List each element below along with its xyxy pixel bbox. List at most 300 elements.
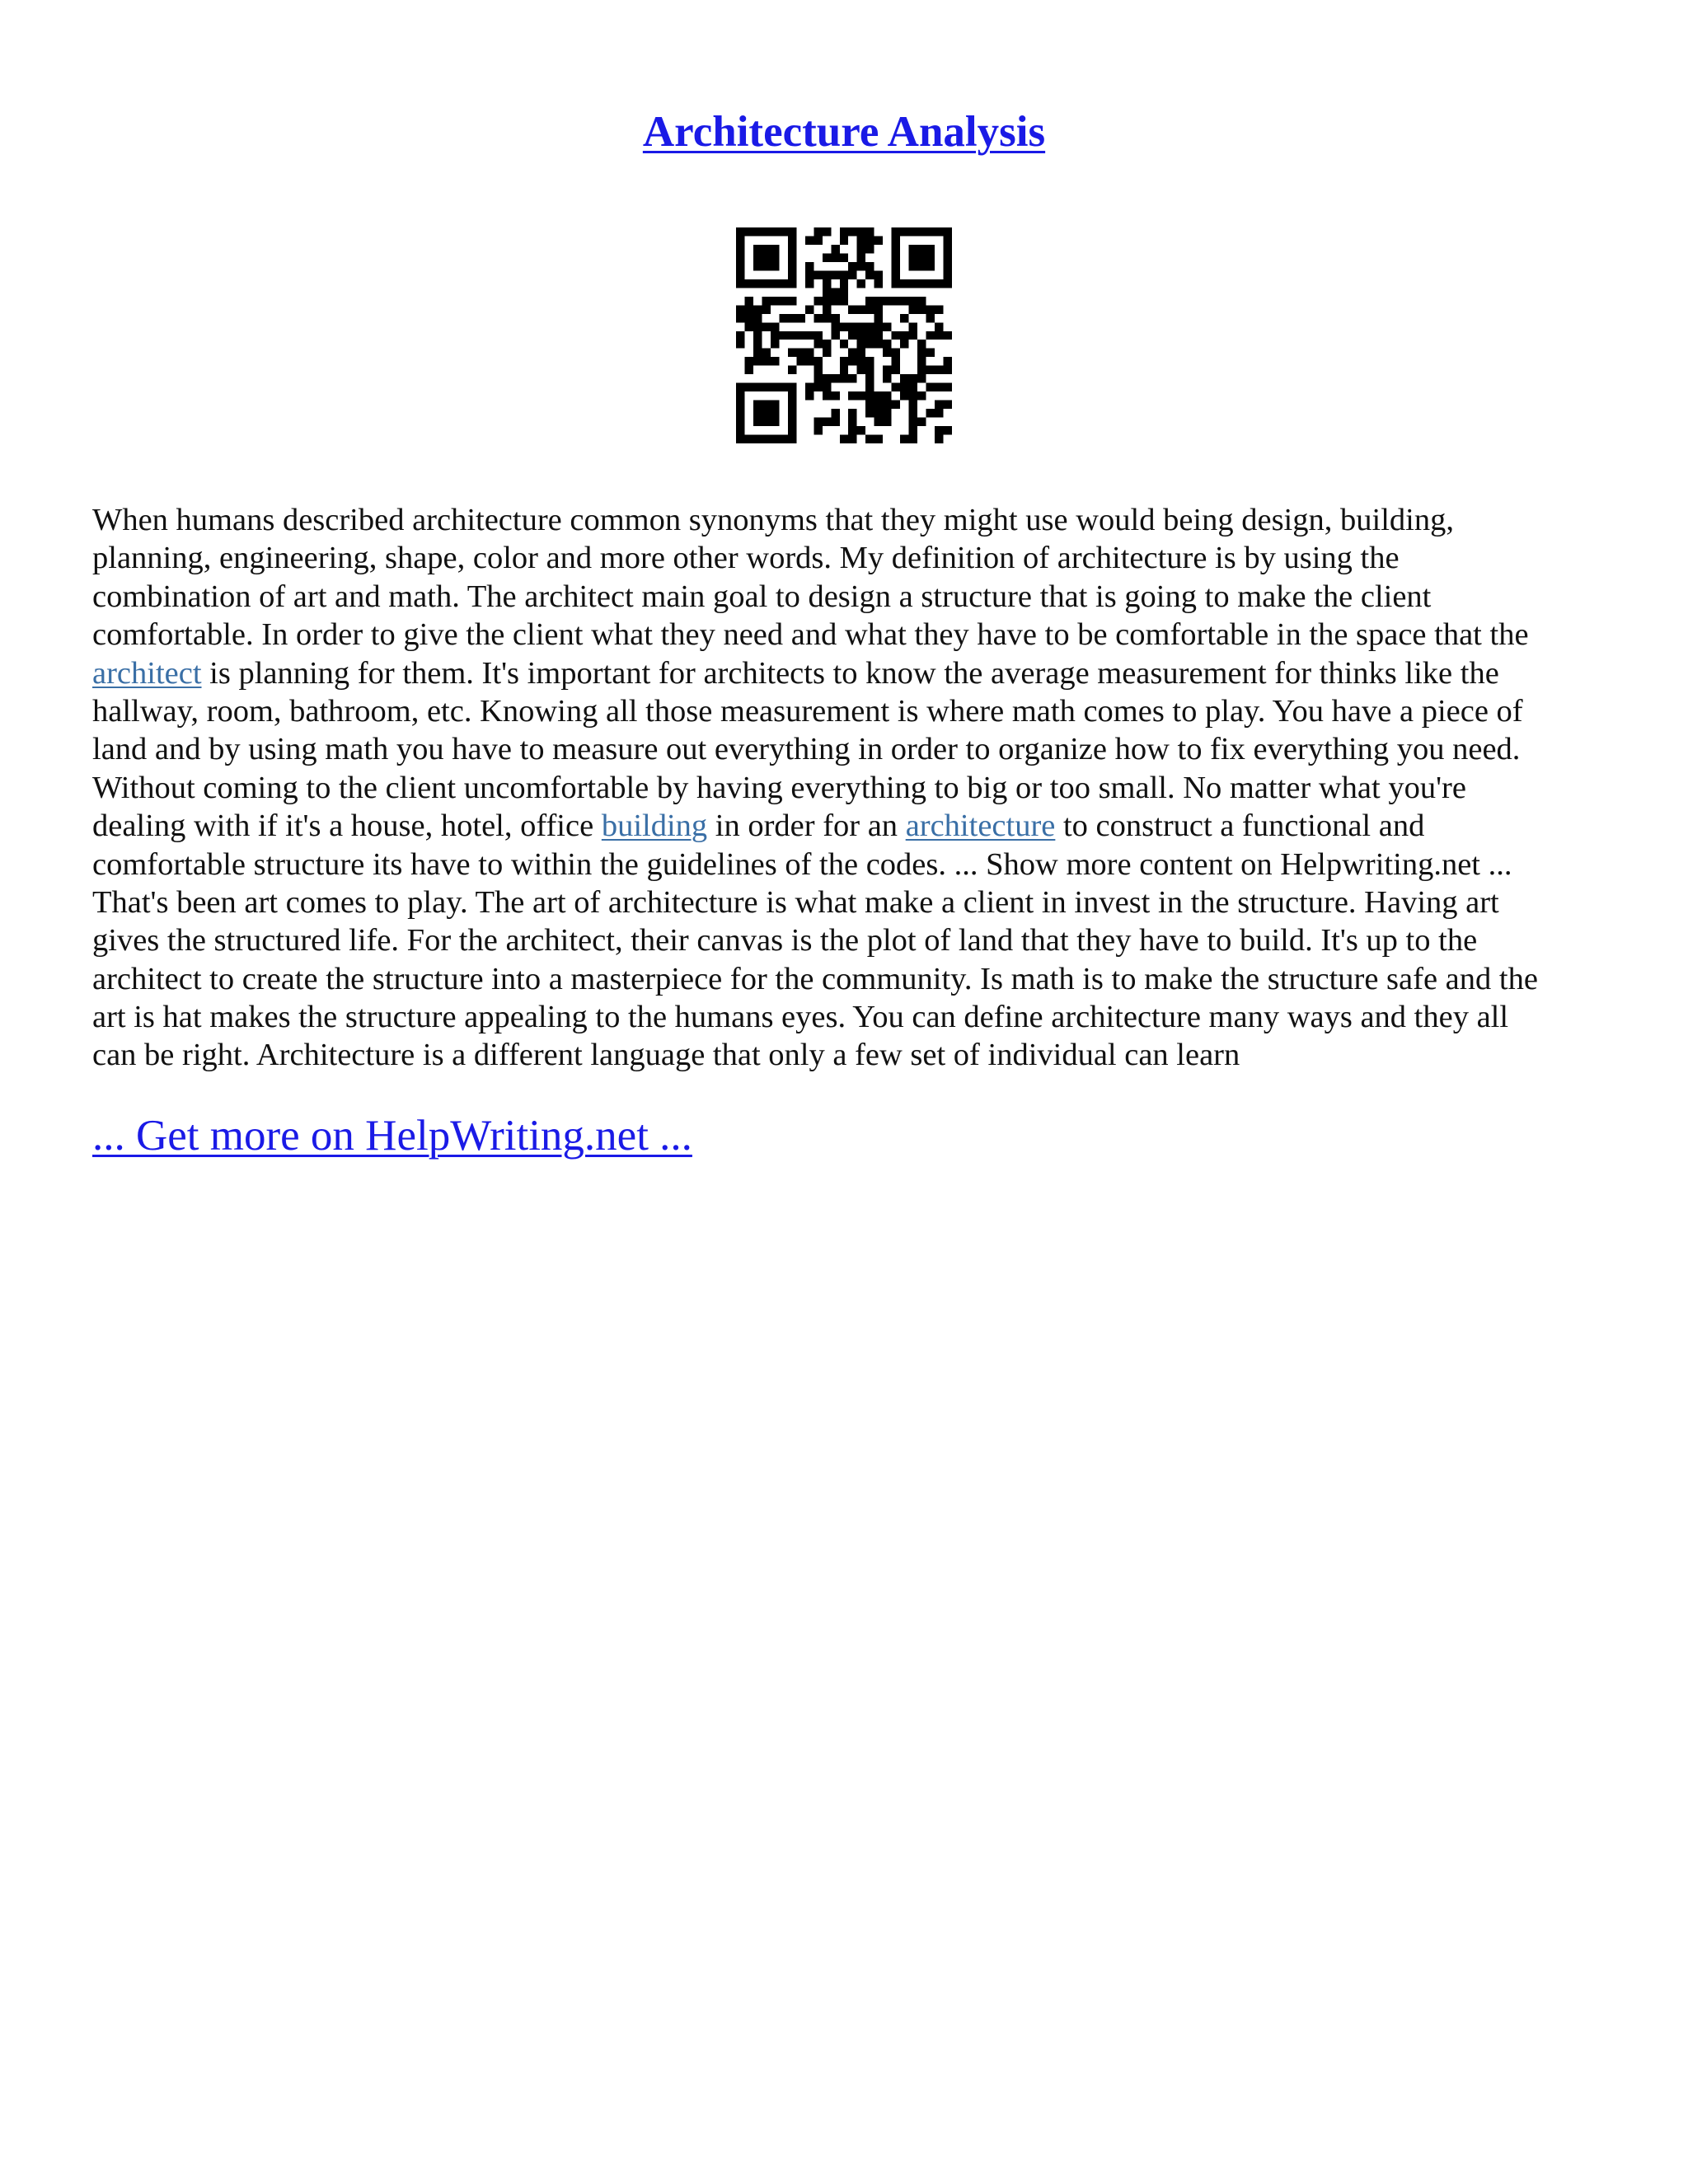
qr-module — [823, 383, 831, 391]
qr-module — [736, 426, 744, 434]
qr-module — [935, 305, 943, 313]
qr-module — [909, 322, 917, 330]
qr-module — [823, 340, 831, 348]
qr-module — [900, 435, 908, 443]
title-container — [0, 107, 1688, 157]
qr-module — [909, 374, 917, 382]
qr-module — [744, 227, 753, 236]
qr-module — [796, 349, 804, 357]
qr-module — [744, 383, 753, 391]
qr-module — [744, 322, 753, 330]
qr-module — [865, 374, 874, 382]
qr-module — [883, 366, 891, 374]
qr-module — [753, 314, 762, 322]
qr-module — [909, 297, 917, 305]
qr-module — [848, 391, 856, 400]
line-text: Without coming to the client uncomfortable by having everything to big or too small. No matter what you're — [92, 770, 1466, 805]
qr-module — [892, 245, 900, 253]
qr-module — [831, 245, 839, 253]
qr-module — [874, 279, 883, 288]
qr-module — [883, 391, 891, 400]
qr-module — [900, 374, 908, 382]
qr-module — [788, 435, 796, 443]
qr-module — [909, 426, 917, 434]
line-text: combination of art and math. The architect main goal to design a structure that is going to make the client — [92, 579, 1432, 614]
qr-module — [771, 297, 779, 305]
qr-module — [848, 305, 856, 313]
qr-module — [840, 253, 848, 261]
body-line — [92, 692, 1601, 730]
line-text: dealing with if it's a house, hotel, office — [92, 808, 602, 844]
qr-module — [892, 262, 900, 270]
qr-module — [823, 270, 831, 279]
qr-module — [753, 435, 762, 443]
qr-module — [736, 262, 744, 270]
qr-module — [848, 331, 856, 340]
qr-module — [892, 227, 900, 236]
qr-module — [762, 262, 770, 270]
qr-module — [917, 391, 926, 400]
qr-module — [814, 227, 822, 236]
qr-module — [926, 366, 935, 374]
qr-module — [805, 236, 814, 244]
qr-module — [753, 383, 762, 391]
line-text: land and by using math you have to measure out everything in order to organize how to fix everything you need. — [92, 732, 1521, 767]
qr-module — [909, 279, 917, 288]
qr-module — [736, 340, 744, 348]
qr-module — [909, 409, 917, 417]
qr-module — [909, 245, 917, 253]
qr-module — [926, 245, 935, 253]
line-text: comfortable structure its have to within the guidelines of the codes. ... Show more content on Helpwriting.net ... — [92, 846, 1512, 882]
qr-module — [857, 279, 865, 288]
qr-module — [762, 305, 770, 313]
qr-module — [874, 401, 883, 409]
qr-module — [736, 305, 744, 313]
qr-module — [900, 314, 908, 322]
line-text: That's been art comes to play. The art of architecture is what make a client in invest in the structure. Having art — [92, 884, 1499, 920]
architecture-link[interactable]: architecture — [905, 808, 1056, 844]
qr-module — [744, 357, 753, 365]
qr-module — [944, 401, 952, 409]
qr-module — [788, 236, 796, 244]
qr-module — [865, 401, 874, 409]
qr-module — [935, 426, 943, 434]
qr-module — [909, 262, 917, 270]
line-text: hallway, room, bathroom, etc. Knowing all those measurement is where math comes to play. You have a piece of — [92, 693, 1523, 729]
qr-module — [848, 270, 856, 279]
qr-module — [823, 253, 831, 261]
qr-module — [857, 349, 865, 357]
qr-module — [840, 288, 848, 296]
qr-module — [935, 383, 943, 391]
qr-module — [865, 245, 874, 253]
qr-module — [840, 357, 848, 365]
qr-module — [840, 366, 848, 374]
qr-module — [814, 297, 822, 305]
qr-module — [944, 357, 952, 365]
body-line — [92, 730, 1601, 768]
qr-module — [779, 435, 787, 443]
qr-module — [917, 357, 926, 365]
qr-module — [736, 383, 744, 391]
qr-module — [917, 366, 926, 374]
qr-module — [771, 340, 779, 348]
qr-module — [926, 253, 935, 261]
qr-module — [892, 270, 900, 279]
qr-module — [848, 418, 856, 426]
qr-module — [831, 331, 839, 340]
qr-module — [814, 314, 822, 322]
qr-module — [865, 383, 874, 391]
qr-module — [788, 227, 796, 236]
qr-module — [736, 409, 744, 417]
line-text: is planning for them. It's important for architects to know the average measurement for thinks like the — [201, 655, 1499, 691]
qr-module — [848, 357, 856, 365]
body-line — [92, 654, 1601, 692]
qr-module — [944, 227, 952, 236]
qr-module — [762, 245, 770, 253]
qr-module — [935, 366, 943, 374]
line-text: architect to create the structure into a masterpiece for the community. Is math is to make the structure safe and the — [92, 961, 1538, 996]
qr-module — [909, 391, 917, 400]
qr-module — [762, 227, 770, 236]
qr-module — [935, 435, 943, 443]
qr-module — [771, 279, 779, 288]
qr-module — [865, 357, 874, 365]
qr-module — [874, 236, 883, 244]
qr-module — [944, 279, 952, 288]
qr-module — [762, 253, 770, 261]
qr-module — [917, 245, 926, 253]
qr-module — [831, 297, 839, 305]
qr-module — [744, 435, 753, 443]
qr-module — [874, 331, 883, 340]
qr-module — [753, 331, 762, 340]
qr-module — [944, 366, 952, 374]
qr-module — [944, 270, 952, 279]
qr-module — [840, 435, 848, 443]
qr-module — [935, 227, 943, 236]
qr-module — [788, 245, 796, 253]
qr-module — [744, 314, 753, 322]
qr-module — [917, 418, 926, 426]
qr-module — [805, 357, 814, 365]
qr-module — [909, 305, 917, 313]
qr-module — [771, 322, 779, 330]
architect-link[interactable]: architect — [92, 655, 202, 691]
qr-module — [805, 262, 814, 270]
qr-module — [788, 366, 796, 374]
qr-module — [935, 279, 943, 288]
qr-module — [779, 314, 787, 322]
qr-module — [874, 314, 883, 322]
qr-module — [736, 236, 744, 244]
qr-module — [831, 314, 839, 322]
qr-module — [883, 340, 891, 348]
qr-module — [753, 409, 762, 417]
qr-module — [909, 401, 917, 409]
qr-module — [788, 314, 796, 322]
qr-module — [814, 340, 822, 348]
qr-module — [788, 409, 796, 417]
line-text: When humans described architecture common synonyms that they might use would being design, building, — [92, 503, 1454, 537]
qr-module — [762, 357, 770, 365]
qr-module — [926, 409, 935, 417]
qr-module — [857, 340, 865, 348]
qr-module — [788, 349, 796, 357]
body-line — [92, 883, 1601, 921]
qr-module — [753, 357, 762, 365]
qr-module — [840, 279, 848, 288]
qr-module — [831, 270, 839, 279]
qr-module — [823, 279, 831, 288]
qr-module — [840, 236, 848, 244]
qr-module — [771, 418, 779, 426]
line-text: to construct a functional and — [1055, 808, 1425, 844]
qr-module — [874, 418, 883, 426]
qr-module — [874, 391, 883, 400]
qr-module — [892, 357, 900, 365]
qr-module — [762, 383, 770, 391]
qr-module — [892, 279, 900, 288]
qr-module — [935, 401, 943, 409]
qr-module — [736, 401, 744, 409]
qr-module — [926, 262, 935, 270]
qr-module — [874, 409, 883, 417]
qr-module — [788, 383, 796, 391]
qr-module — [796, 314, 804, 322]
qr-module — [736, 227, 744, 236]
qr-module — [753, 245, 762, 253]
qr-module — [831, 409, 839, 417]
qr-module — [840, 270, 848, 279]
qr-module — [892, 366, 900, 374]
qr-module — [917, 279, 926, 288]
qr-module — [814, 374, 822, 382]
qr-module — [736, 418, 744, 426]
qr-module — [771, 383, 779, 391]
line-text: comfortable. In order to give the client what they need and what they have to be comfortable in the space that the — [92, 617, 1529, 653]
qr-module — [753, 279, 762, 288]
qr-module — [900, 331, 908, 340]
qr-module — [865, 340, 874, 348]
qr-module — [917, 262, 926, 270]
qr-module — [771, 401, 779, 409]
qr-module — [883, 297, 891, 305]
qr-module — [909, 435, 917, 443]
qr-module — [857, 305, 865, 313]
qr-module — [823, 305, 831, 313]
qr-module — [762, 279, 770, 288]
body-line — [92, 539, 1601, 577]
qr-module — [762, 401, 770, 409]
qr-module — [900, 297, 908, 305]
qr-module — [892, 331, 900, 340]
qr-module — [857, 236, 865, 244]
qr-module — [874, 270, 883, 279]
qr-code-icon — [736, 227, 952, 443]
qr-module — [917, 305, 926, 313]
qr-module — [840, 227, 848, 236]
qr-module — [926, 227, 935, 236]
qr-module — [753, 418, 762, 426]
qr-module — [909, 383, 917, 391]
qr-module — [917, 227, 926, 236]
qr-module — [926, 279, 935, 288]
body-line — [92, 1036, 1601, 1074]
qr-module — [892, 383, 900, 391]
get-more-link[interactable]: ... Get more on HelpWriting.net ... — [92, 1112, 692, 1160]
qr-module — [935, 322, 943, 330]
qr-module — [788, 279, 796, 288]
qr-module — [900, 340, 908, 348]
line-text: gives the structured life. For the architect, their canvas is the plot of land that they have to build. It's up to the — [92, 923, 1478, 958]
qr-module — [926, 331, 935, 340]
qr-module — [874, 305, 883, 313]
qr-module — [892, 253, 900, 261]
qr-module — [753, 262, 762, 270]
line-text: in order for an — [707, 808, 906, 844]
qr-module — [909, 418, 917, 426]
qr-module — [917, 340, 926, 348]
qr-module — [814, 383, 822, 391]
qr-module — [823, 297, 831, 305]
body-line — [92, 846, 1601, 883]
qr-module — [744, 305, 753, 313]
qr-module — [883, 349, 891, 357]
qr-module — [779, 383, 787, 391]
qr-module — [823, 314, 831, 322]
qr-module — [840, 297, 848, 305]
qr-module — [753, 340, 762, 348]
qr-module — [883, 374, 891, 382]
qr-module — [883, 418, 891, 426]
qr-module — [788, 270, 796, 279]
qr-module — [814, 331, 822, 340]
qr-module — [788, 262, 796, 270]
qr-module — [944, 236, 952, 244]
qr-module — [771, 357, 779, 365]
article-body — [92, 501, 1601, 1075]
body-line — [92, 921, 1601, 959]
qr-module — [944, 426, 952, 434]
qr-module — [762, 297, 770, 305]
body-line — [92, 501, 1601, 539]
page-title-link[interactable]: Architecture Analysis — [642, 108, 1046, 156]
qr-module — [900, 391, 908, 400]
qr-module — [736, 270, 744, 279]
qr-module — [814, 270, 822, 279]
qr-module — [762, 349, 770, 357]
qr-module — [883, 322, 891, 330]
qr-module — [840, 322, 848, 330]
qr-module — [892, 297, 900, 305]
qr-module — [848, 426, 856, 434]
qr-module — [753, 253, 762, 261]
qr-module — [753, 227, 762, 236]
qr-module — [788, 253, 796, 261]
qr-module — [935, 409, 943, 417]
qr-module — [857, 245, 865, 253]
qr-module — [917, 253, 926, 261]
qr-module — [788, 297, 796, 305]
qr-module — [857, 331, 865, 340]
qr-module — [831, 418, 839, 426]
qr-module — [857, 262, 865, 270]
qr-module — [935, 331, 943, 340]
qr-module — [892, 349, 900, 357]
body-line — [92, 960, 1601, 998]
qr-module — [805, 331, 814, 340]
qr-module — [944, 383, 952, 391]
qr-module — [753, 401, 762, 409]
qr-module — [857, 426, 865, 434]
qr-module — [814, 236, 822, 244]
qr-module — [917, 349, 926, 357]
qr-module — [848, 322, 856, 330]
qr-module — [892, 236, 900, 244]
qr-module — [762, 435, 770, 443]
qr-module — [944, 331, 952, 340]
qr-module — [753, 305, 762, 313]
qr-module — [831, 374, 839, 382]
qr-module — [865, 227, 874, 236]
building-link[interactable]: building — [601, 808, 708, 844]
qr-module — [865, 297, 874, 305]
qr-module — [814, 426, 822, 434]
qr-module — [857, 357, 865, 365]
qr-module — [900, 383, 908, 391]
qr-module — [926, 305, 935, 313]
qr-module — [865, 331, 874, 340]
qr-module — [831, 253, 839, 261]
line-text: art is hat makes the structure appealing to the humans eyes. You can define architecture many ways and they all — [92, 1000, 1509, 1035]
qr-module — [944, 245, 952, 253]
qr-module — [831, 322, 839, 330]
qr-module — [796, 331, 804, 340]
qr-module — [796, 357, 804, 365]
qr-module — [883, 401, 891, 409]
line-text: planning, engineering, shape, color and more other words. My definition of architecture is by using the — [92, 541, 1400, 576]
qr-module — [762, 418, 770, 426]
qr-module — [848, 435, 856, 443]
qr-module — [865, 391, 874, 400]
qr-module — [823, 418, 831, 426]
qr-module — [865, 435, 874, 443]
qr-module — [883, 409, 891, 417]
qr-module — [909, 331, 917, 340]
qr-module — [909, 253, 917, 261]
qr-module — [805, 270, 814, 279]
qr-module — [805, 391, 814, 400]
qr-module — [771, 227, 779, 236]
qr-module — [865, 270, 874, 279]
qr-module — [736, 253, 744, 261]
qr-module — [926, 383, 935, 391]
qr-module — [823, 391, 831, 400]
qr-module — [814, 357, 822, 365]
body-line — [92, 998, 1601, 1036]
qr-module — [840, 340, 848, 348]
qr-module — [874, 322, 883, 330]
body-line — [92, 616, 1601, 654]
qr-module — [823, 374, 831, 382]
qr-module — [771, 331, 779, 340]
body-line — [92, 807, 1601, 845]
qr-module — [900, 279, 908, 288]
qr-module — [917, 374, 926, 382]
